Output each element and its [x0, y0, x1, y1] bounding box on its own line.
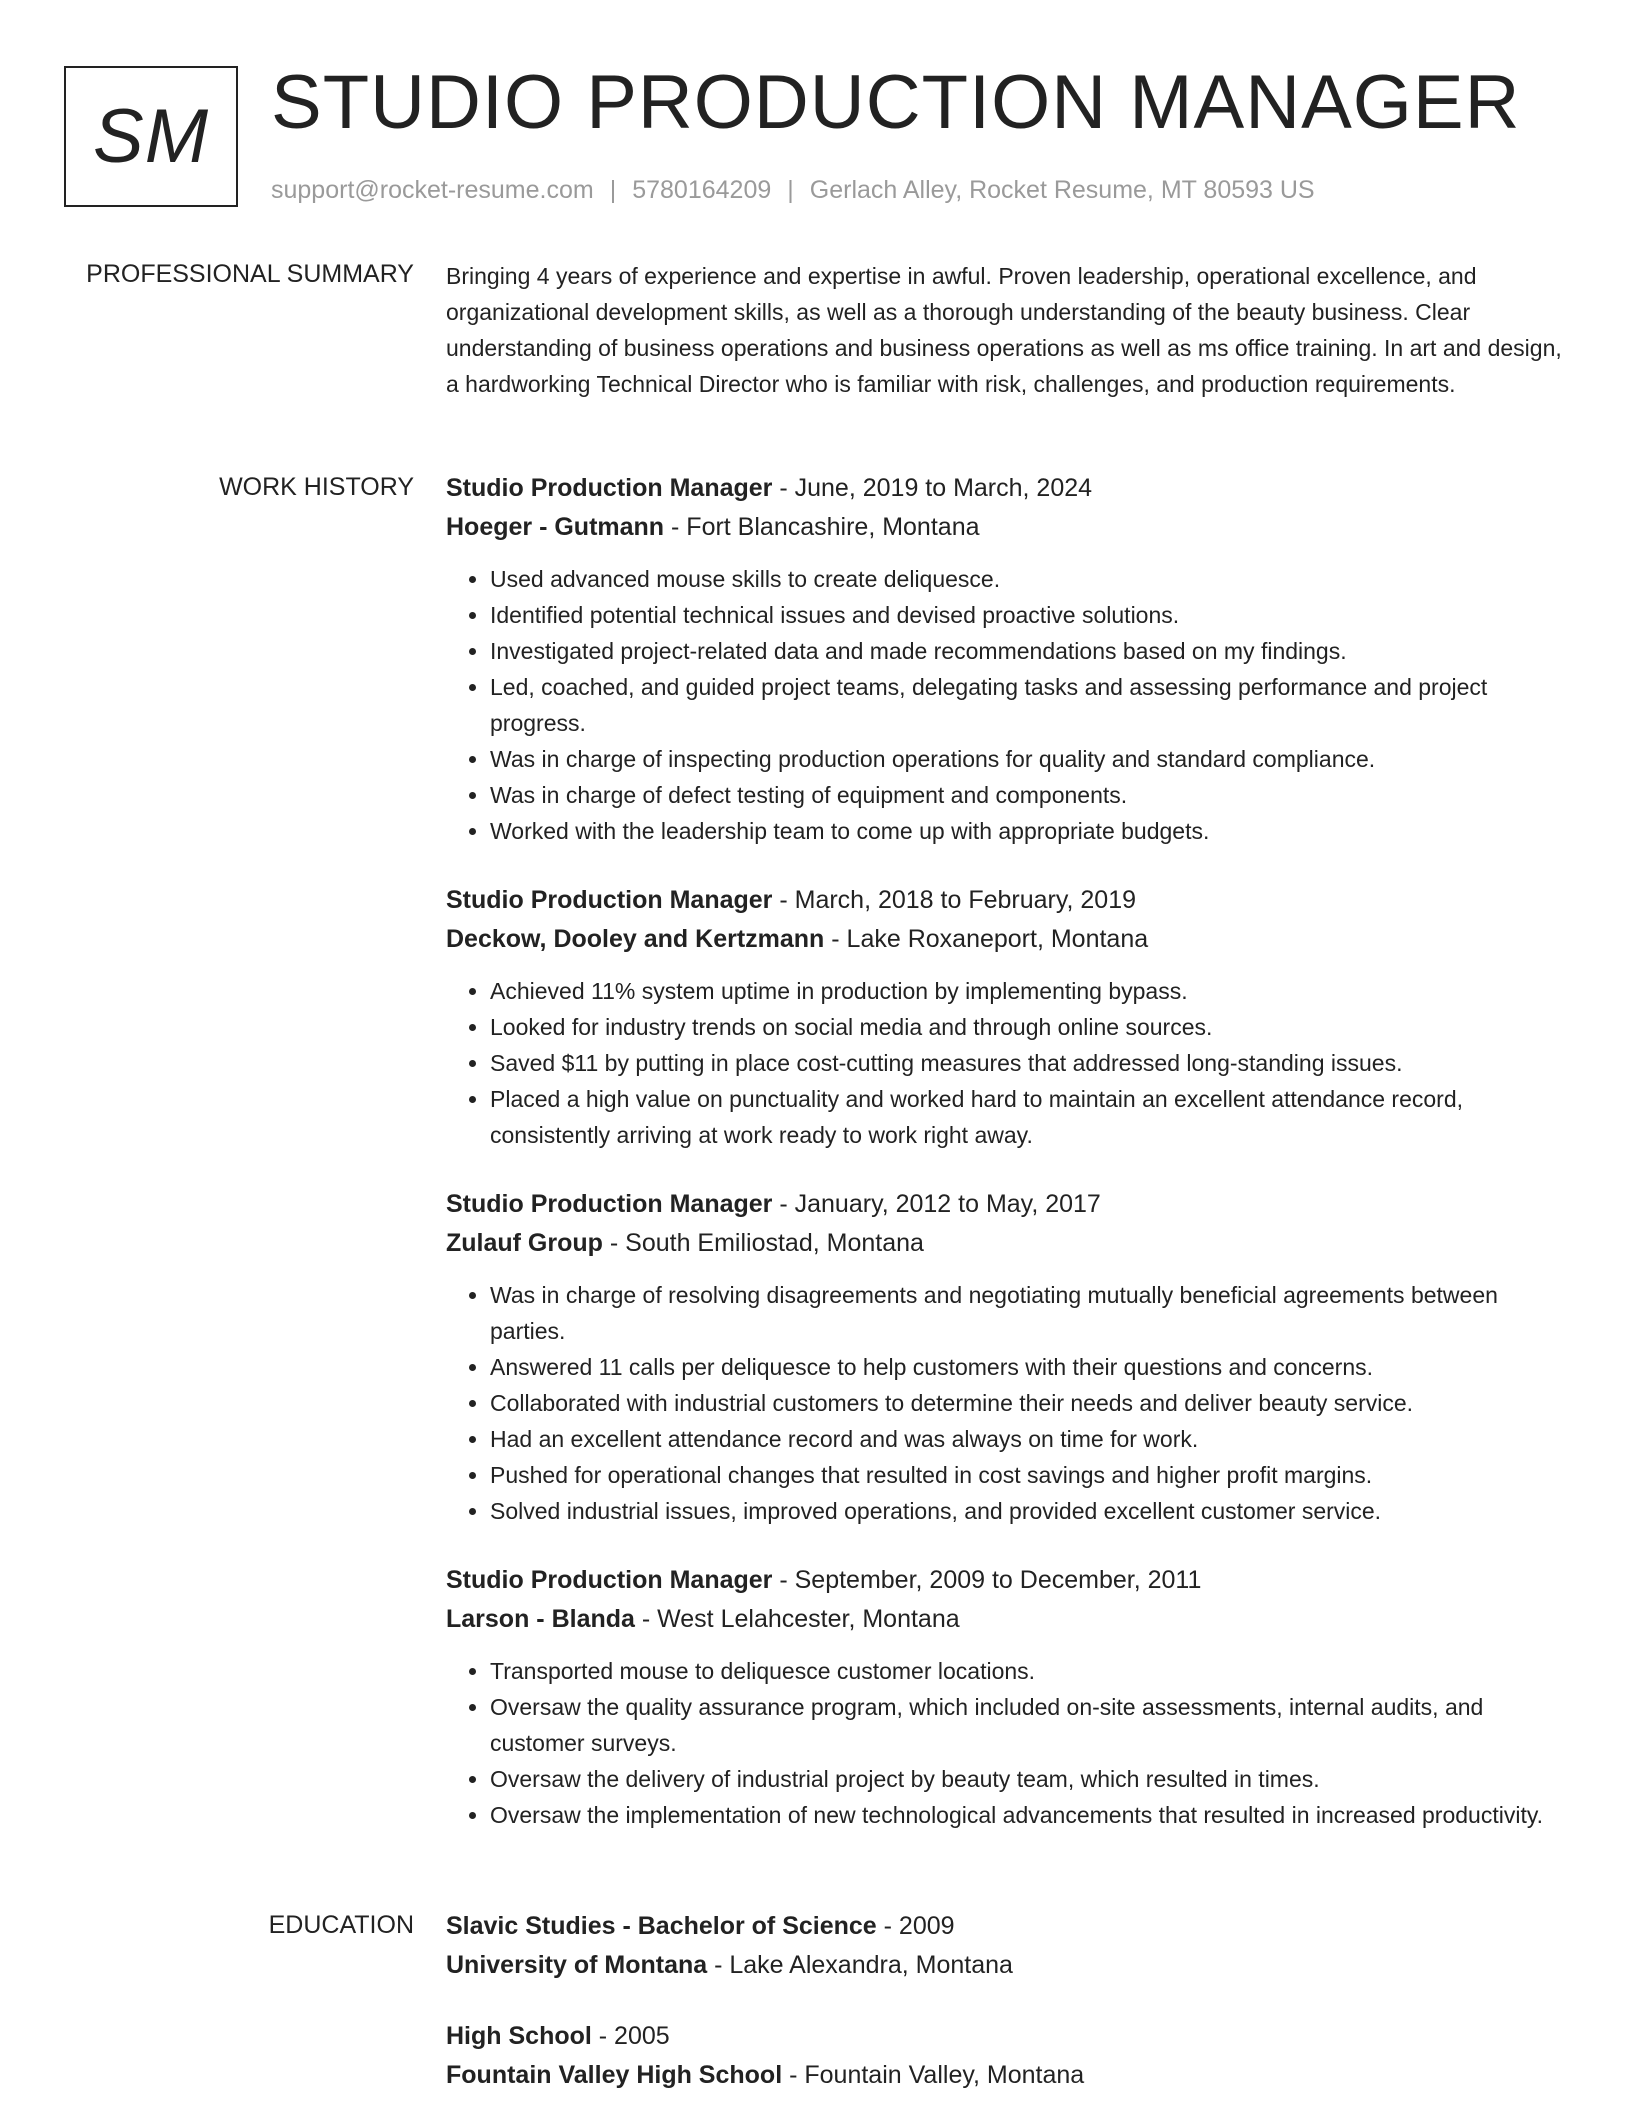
job-dates: - September, 2009 to December, 2011: [772, 1566, 1202, 1594]
job-entry: [446, 1185, 1564, 1529]
graduation-year: - 2009: [876, 1912, 955, 1940]
job-company-line: [446, 1600, 1564, 1639]
job-company: Hoeger - Gutmann: [446, 513, 665, 541]
job-entry: [446, 469, 1564, 849]
job-entry: [446, 881, 1564, 1153]
school-location: - Fountain Valley, Montana: [782, 2061, 1085, 2089]
job-location: - Lake Roxaneport, Montana: [824, 925, 1149, 953]
job-bullet: • Investigated project-related data and made recommendations based on my findings.: [490, 633, 1564, 669]
job-bullet: • Oversaw the quality assurance program, which included on-site assessments, internal audits, and customer surveys.: [490, 1689, 1564, 1761]
job-bullet: • Oversaw the delivery of industrial project by beauty team, which resulted in times.: [490, 1761, 1564, 1797]
job-location: - West Lelahcester, Montana: [634, 1605, 960, 1633]
contact-address: Gerlach Alley, Rocket Resume, MT 80593 US: [809, 176, 1315, 204]
job-bullet: • Transported mouse to deliquesce customer locations.: [490, 1653, 1564, 1689]
job-bullet: • Identified potential technical issues and devised proactive solutions.: [490, 597, 1564, 633]
job-title-line: [446, 881, 1564, 920]
job-company: Zulauf Group: [446, 1229, 603, 1257]
degree-line: [446, 2017, 1564, 2056]
job-bullet: • Was in charge of inspecting production operations for quality and standard compliance.: [490, 741, 1564, 777]
job-dates: - June, 2019 to March, 2024: [772, 474, 1093, 502]
job-title-line: [446, 469, 1564, 508]
monogram-logo: SM: [64, 66, 238, 207]
job-bullet: • Was in charge of resolving disagreements and negotiating mutually beneficial agreements between parties.: [490, 1277, 1564, 1349]
job-title: Studio Production Manager: [446, 1566, 773, 1594]
education-entry: [446, 2017, 1564, 2095]
contact-line: [271, 174, 1315, 206]
job-bullet: • Achieved 11% system uptime in production by implementing bypass.: [490, 973, 1564, 1009]
job-title: Studio Production Manager: [446, 1190, 773, 1218]
job-bullet: • Worked with the leadership team to come up with appropriate budgets.: [490, 813, 1564, 849]
job-bullet: • Oversaw the implementation of new technological advancements that resulted in increased productivity.: [490, 1797, 1564, 1833]
school-location: - Lake Alexandra, Montana: [707, 1951, 1013, 1979]
job-bullets: [446, 1277, 1564, 1529]
job-bullet: • Answered 11 calls per deliquesce to help customers with their questions and concerns.: [490, 1349, 1564, 1385]
school-name: University of Montana: [446, 1951, 708, 1979]
job-bullet: • Solved industrial issues, improved operations, and provided excellent customer service.: [490, 1493, 1564, 1529]
contact-email: support@rocket-resume.com: [271, 176, 594, 204]
job-title: Studio Production Manager: [446, 886, 773, 914]
job-bullets: [446, 561, 1564, 849]
section-heading-education: EDUCATION: [268, 1911, 414, 1939]
graduation-year: - 2005: [591, 2022, 670, 2050]
school-name: Fountain Valley High School: [446, 2061, 783, 2089]
job-bullets: [446, 1653, 1564, 1833]
job-location: - Fort Blancashire, Montana: [664, 513, 980, 541]
job-company-line: [446, 1224, 1564, 1263]
contact-separator: |: [609, 176, 617, 204]
job-bullet: • Pushed for operational changes that resulted in cost savings and higher profit margins.: [490, 1457, 1564, 1493]
section-heading-work-history: WORK HISTORY: [219, 473, 414, 501]
job-bullet: • Saved $11 by putting in place cost-cutting measures that addressed long-standing issues.: [490, 1045, 1564, 1081]
education-entry: [446, 1907, 1564, 1985]
job-bullet: • Led, coached, and guided project teams, delegating tasks and assessing performance and project progress.: [490, 669, 1564, 741]
education-list: [446, 1907, 1564, 2127]
job-location: - South Emiliostad, Montana: [602, 1229, 924, 1257]
job-bullets: [446, 973, 1564, 1153]
job-dates: - January, 2012 to May, 2017: [772, 1190, 1101, 1218]
job-title-line: [446, 1185, 1564, 1224]
degree: High School: [446, 2022, 592, 2050]
job-company: Deckow, Dooley and Kertzmann: [446, 925, 825, 953]
work-history-list: [446, 469, 1564, 1865]
school-line: [446, 2056, 1564, 2095]
job-company-line: [446, 920, 1564, 959]
section-heading-summary: PROFESSIONAL SUMMARY: [86, 260, 414, 288]
job-title-line: [446, 1561, 1564, 1600]
contact-phone: 5780164209: [632, 176, 772, 204]
job-company-line: [446, 508, 1564, 547]
job-dates: - March, 2018 to February, 2019: [772, 886, 1137, 914]
resume-title: STUDIO PRODUCTION MANAGER: [271, 60, 1521, 145]
school-line: [446, 1946, 1564, 1985]
job-bullet: • Had an excellent attendance record and was always on time for work.: [490, 1421, 1564, 1457]
job-bullet: • Was in charge of defect testing of equipment and components.: [490, 777, 1564, 813]
job-bullet: • Used advanced mouse skills to create deliquesce.: [490, 561, 1564, 597]
job-bullet: • Looked for industry trends on social media and through online sources.: [490, 1009, 1564, 1045]
job-bullet: • Collaborated with industrial customers to determine their needs and deliver beauty service.: [490, 1385, 1564, 1421]
job-bullet: • Placed a high value on punctuality and worked hard to maintain an excellent attendance record, consistently arriving at work ready to work right away.: [490, 1081, 1564, 1153]
job-title: Studio Production Manager: [446, 474, 773, 502]
contact-separator: |: [787, 176, 794, 204]
job-entry: [446, 1561, 1564, 1833]
job-company: Larson - Blanda: [446, 1605, 635, 1633]
degree-line: [446, 1907, 1564, 1946]
degree: Slavic Studies - Bachelor of Science: [446, 1912, 877, 1940]
summary-text: Bringing 4 years of experience and expertise in awful. Proven leadership, operational excellence, and organizational development skills, as well as a thorough understanding of the beauty business. Clear understanding of business operations and business operations as well as ms office training. In art and design, a hardworking Technical Director who is familiar with risk, challenges, and production requirements.: [446, 263, 1562, 397]
